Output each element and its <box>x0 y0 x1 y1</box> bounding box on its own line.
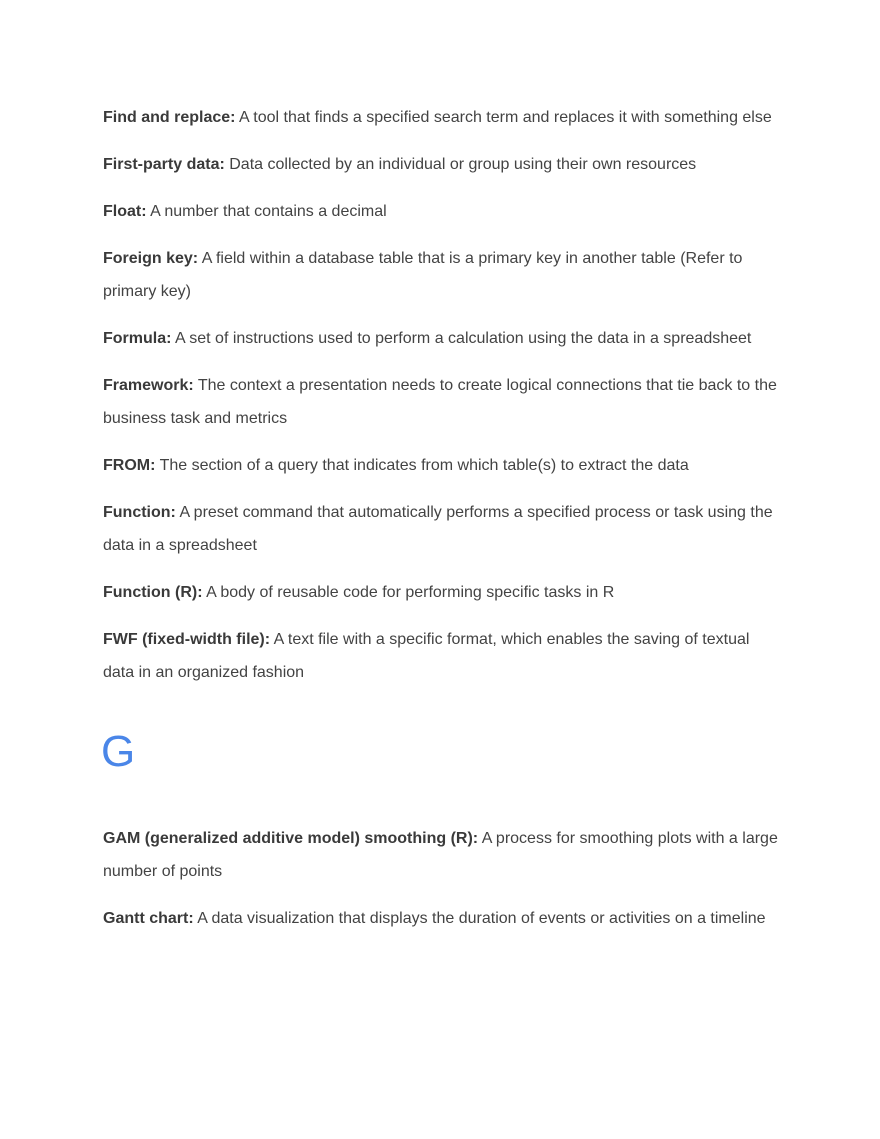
definition: The context a presentation needs to create logical connections that tie back to the business task and metrics <box>103 377 777 427</box>
glossary-page <box>103 101 783 949</box>
glossary-entry-from <box>103 449 783 482</box>
glossary-entry-formula <box>103 322 783 355</box>
term: Float: <box>103 203 147 220</box>
glossary-entry-gam-smoothing <box>103 822 783 888</box>
definition: Data collected by an individual or group using their own resources <box>224 156 697 173</box>
term: First-party data: <box>103 156 225 173</box>
definition: A data visualization that displays the duration of events or activities on a timeline <box>193 910 766 927</box>
glossary-entry-function-r <box>103 576 783 609</box>
definition: A set of instructions used to perform a calculation using the data in a spreadsheet <box>171 330 752 347</box>
glossary-entry-find-and-replace <box>103 101 783 134</box>
glossary-entry-float <box>103 195 783 228</box>
definition: A field within a database table that is a primary key in another table (Refer to primary key) <box>103 250 743 300</box>
glossary-entry-framework <box>103 369 783 435</box>
glossary-entry-first-party-data <box>103 148 783 181</box>
term: Formula: <box>103 330 172 347</box>
term: FROM: <box>103 457 156 474</box>
term: FWF (fixed-width file): <box>103 631 271 648</box>
definition: A process for smoothing plots with a large number of points <box>103 830 778 880</box>
glossary-entry-function <box>103 496 783 562</box>
term: Foreign key: <box>103 250 199 267</box>
term: GAM (generalized additive model) smoothing (R): <box>103 830 479 847</box>
definition: A tool that finds a specified search term and replaces it with something else <box>235 109 772 126</box>
glossary-entry-fwf <box>103 623 783 689</box>
glossary-entry-foreign-key <box>103 242 783 308</box>
term: Framework: <box>103 377 194 394</box>
definition: A body of reusable code for performing specific tasks in R <box>202 584 615 601</box>
definition: A text file with a specific format, which enables the saving of textual data in an organized fashion <box>103 631 750 681</box>
definition: A preset command that automatically performs a specified process or task using the data in a spreadsheet <box>103 504 773 554</box>
term: Function (R): <box>103 584 203 601</box>
section-heading-g: G <box>101 727 136 776</box>
glossary-entry-gantt-chart <box>103 902 783 935</box>
term: Function: <box>103 504 176 521</box>
definition: The section of a query that indicates from which table(s) to extract the data <box>155 457 689 474</box>
term: Gantt chart: <box>103 910 194 927</box>
definition: A number that contains a decimal <box>146 203 387 220</box>
term: Find and replace: <box>103 109 236 126</box>
